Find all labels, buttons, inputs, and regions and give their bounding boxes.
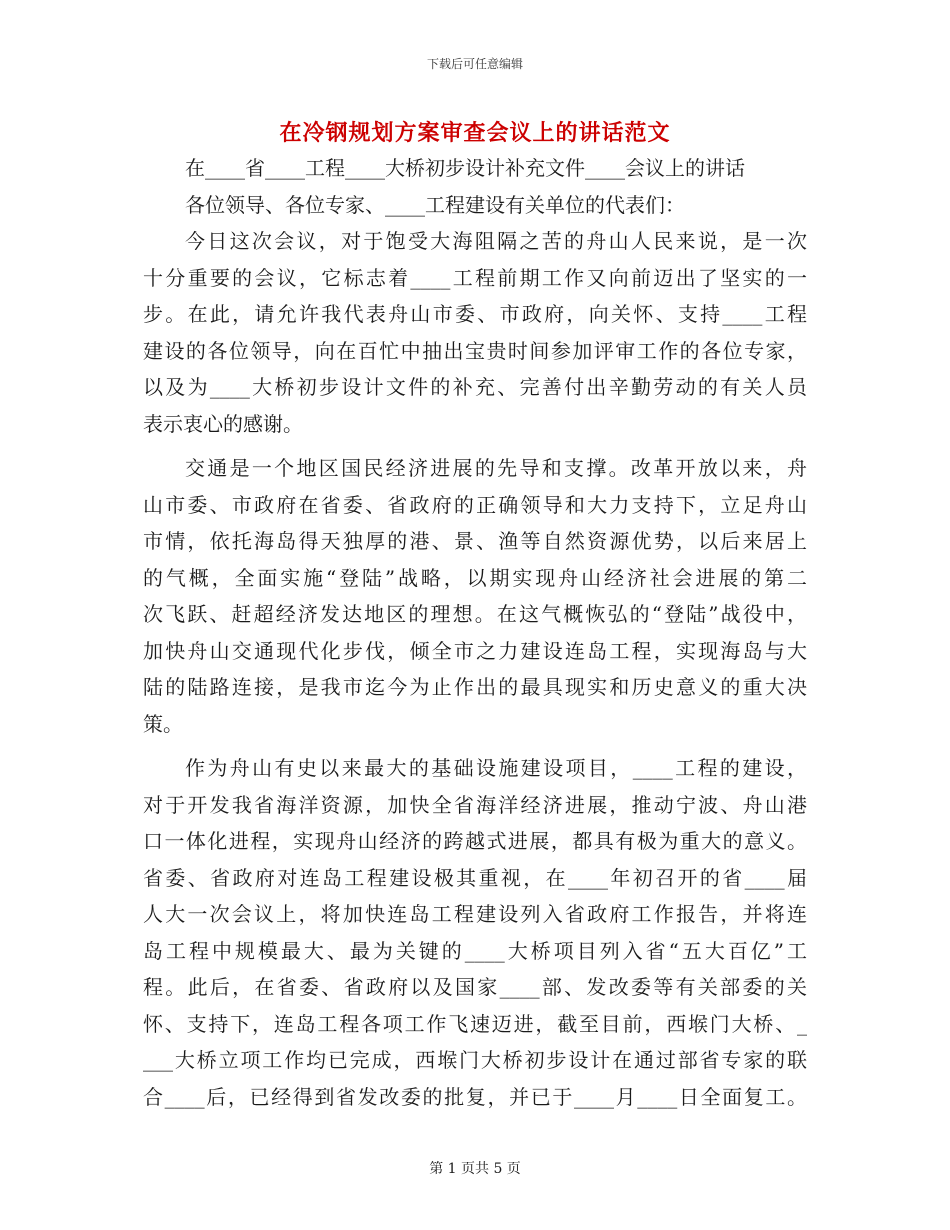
speech-heading: 在____省____工程____大桥初步设计补充文件____会议上的讲话 [185, 156, 745, 180]
paragraph-2-line: 加快舟山交通现代化步伐，倾全市之力建设连岛工程，实现海岛与大 [143, 638, 807, 663]
paragraph-3-line: 对于开发我省海洋资源，加快全省海洋经济进展，推动宁波、舟山港 [143, 792, 807, 817]
paragraph-2-line: 陆的陆路连接，是我市迄今为止作出的最具现实和历史意义的重大决 [143, 675, 807, 699]
paragraph-2-line: 山市委、市政府在省委、省政府的正确领导和大力支持下，立足舟山 [143, 492, 807, 517]
paragraph-2-line: 交通是一个地区国民经济进展的先导和支撑。改革开放以来，舟 [185, 456, 807, 480]
paragraph-1-line: 今日这次会议，对于饱受大海阻隔之苦的舟山人民来说，是一次 [185, 229, 807, 253]
paragraph-3-line: 怀、支持下，连岛工程各项工作飞速迈进，截至目前，西堠门大桥、_ [143, 1011, 807, 1036]
paragraph-3-line: 程。此后，在省委、省政府以及国家____部、发改委等有关部委的关 [143, 975, 807, 999]
paragraph-2-line: 市情，依托海岛得天独厚的港、景、渔等自然资源优势，以后来居上 [143, 529, 807, 553]
paragraph-3-line: 口一体化进程，实现舟山经济的跨越式进展，都具有极为重大的意义。 [143, 829, 807, 853]
paragraph-gap [143, 742, 807, 750]
paragraph-1-line: 十分重要的会议，它标志着____工程前期工作又向前迈出了坚实的一 [143, 265, 807, 290]
paragraph-1-line: 表示衷心的感谢。 [143, 411, 303, 436]
document-title: 在冷钢规划方案审查会议上的讲话范文 [279, 120, 671, 146]
paragraph-3-line: 人大一次会议上，将加快连岛工程建设列入省政府工作报告，并将连 [143, 902, 807, 926]
paragraph-2-line: 的气概，全面实施“登陆”战略，以期实现舟山经济社会进展的第二 [143, 565, 807, 590]
page-footer: 第 1 页共 5 页 [429, 1161, 521, 1177]
header-note: 下载后可任意编辑 [426, 57, 523, 71]
paragraph-1-line: 以及为____大桥初步设计文件的补充、完善付出辛勤劳动的有关人员 [143, 375, 807, 399]
paragraph-3-line: 合____后，已经得到省发改委的批复，并已于____月____日全面复工。 [143, 1084, 807, 1109]
paragraph-3-line: 省委、省政府对连岛工程建设极其重视，在____年初召开的省____届 [143, 865, 807, 890]
paragraph-3-line: ___大桥立项工作均已完成，西堠门大桥初步设计在通过部省专家的联 [143, 1048, 807, 1072]
paragraph-3-line: 岛工程中规模最大、最为关键的____大桥项目列入省“五大百亿”工 [143, 938, 807, 963]
paragraph-gap [143, 442, 807, 450]
paragraph-2-line: 策。 [143, 711, 183, 736]
paragraph-1-line: 建设的各位领导，向在百忙中抽出宝贵时间参加评审工作的各位专家， [143, 338, 807, 363]
document-body [143, 150, 807, 1115]
paragraph-3-line: 作为舟山有史以来最大的基础设施建设项目，____工程的建设， [185, 756, 807, 780]
paragraph-1-line: 步。在此，请允许我代表舟山市委、市政府，向关怀、支持____工程 [143, 302, 807, 326]
paragraph-2-line: 次飞跃、赶超经济发达地区的理想。在这气概恢弘的“登陆”战役中， [143, 602, 807, 626]
salutation: 各位领导、各位专家、____工程建设有关单位的代表们： [185, 192, 685, 217]
